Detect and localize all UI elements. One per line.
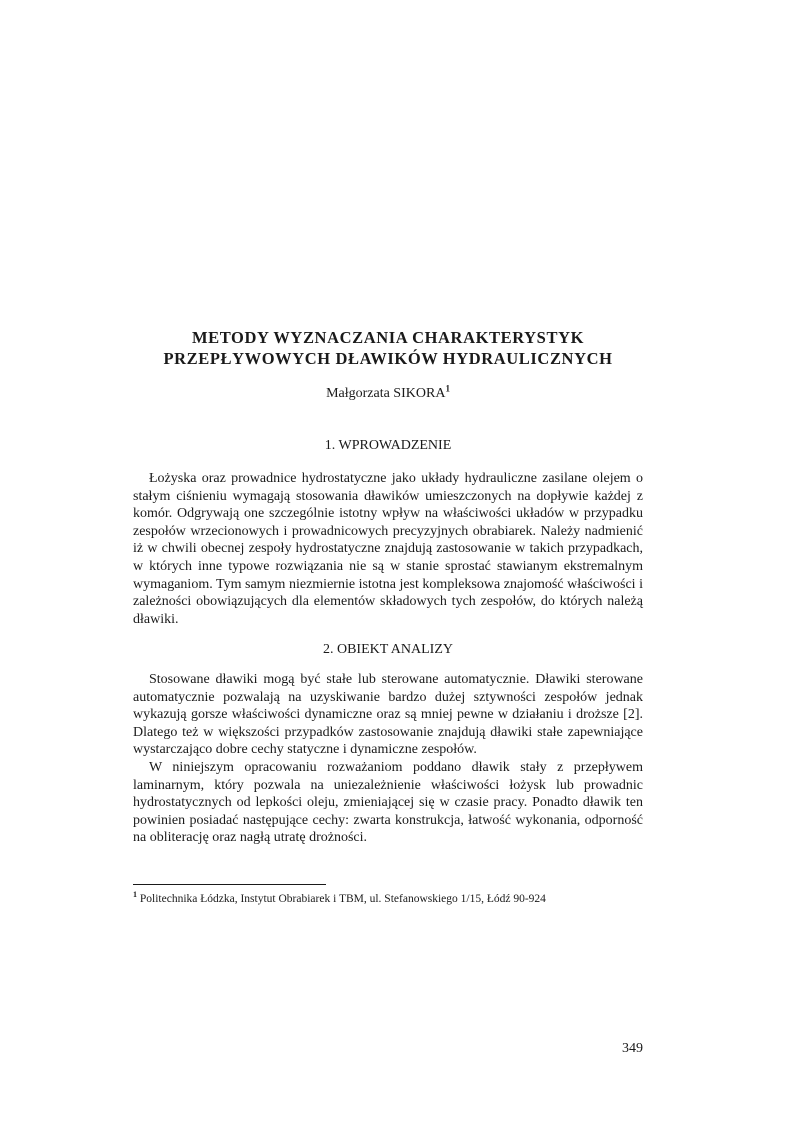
paragraph: Łożyska oraz prowadnice hydrostatyczne jako układy hydrauliczne zasilane olejem o stałym ciśnieniu wymagają stosowania dławików umieszczonych na dopływie każdej z komór. Odgrywają one szczególnie istotny wpływ na właściwości układów w przypadku zespołów wrzecionowych i prowadnicowych precyzyjnych obrabiarek. Należy nadmienić iż w chwili obecnej zespoły hydrostatyczne znajdują zastosowanie w takich przypadkach, w których inne typowe rozwiązania nie są w stanie sprostać stawianym ekstremalnym wymaganiom. Tym samym niezmiernie istotna jest kompleksowa znajomość właściwości i zależności obowiązujących dla elementów składowych tych zespołów, do których należą dławiki. — [133, 471, 643, 627]
paragraph: Stosowane dławiki mogą być stałe lub sterowane automatycznie. Dławiki sterowane automatycznie pozwalają na uzyskiwanie bardzo dużej sztywności zespołów jednak wykazują gorsze właściwości dynamiczne oraz są mniej pewne w działaniu i droższe [2]. Dlatego też w większości przypadków zastosowanie znajdują dławiki stałe zapewniające wystarczająco dobre cechy statyczne i dynamiczne zespołów. — [133, 672, 643, 758]
footnote-text: Politechnika Łódzka, Instytut Obrabiarek i TBM, ul. Stefanowskiego 1/15, Łódź 90-924 — [139, 893, 546, 905]
footnote-divider — [133, 884, 326, 885]
section-body-analysis-object — [133, 671, 643, 847]
author-footnote-mark: 1 — [445, 383, 450, 394]
section-body-introduction — [133, 470, 643, 628]
section-heading-introduction: 1. WPROWADZENIE — [324, 438, 452, 453]
footnote — [133, 892, 653, 907]
paper-title-line-2: PRZEPŁYWOWYCH DŁAWIKÓW HYDRAULICZNYCH — [163, 349, 613, 368]
author-line — [133, 385, 643, 403]
paper-title — [133, 327, 643, 369]
paper-title-line-1: METODY WYZNACZANIA CHARAKTERYSTYK — [191, 328, 585, 347]
paragraph: W niniejszym opracowaniu rozważaniom poddano dławik stały z przepływem laminarnym, który pozwala na uniezależnienie właściwości łożysk lub prowadnic hydrostatycznych od lepkości oleju, zmieniającej się w czasie pracy. Ponadto dławik ten powinien posiadać następujące cechy: zwarta konstrukcja, łatwość wykonania, odporność na obliterację oraz nagłą utratę drożności. — [133, 759, 643, 846]
footnote-mark: 1 — [133, 890, 137, 900]
section-heading-analysis-object: 2. OBIEKT ANALIZY — [322, 642, 453, 657]
page-number: 349 — [622, 1041, 643, 1056]
author-name: Małgorzata SIKORA — [326, 386, 446, 401]
